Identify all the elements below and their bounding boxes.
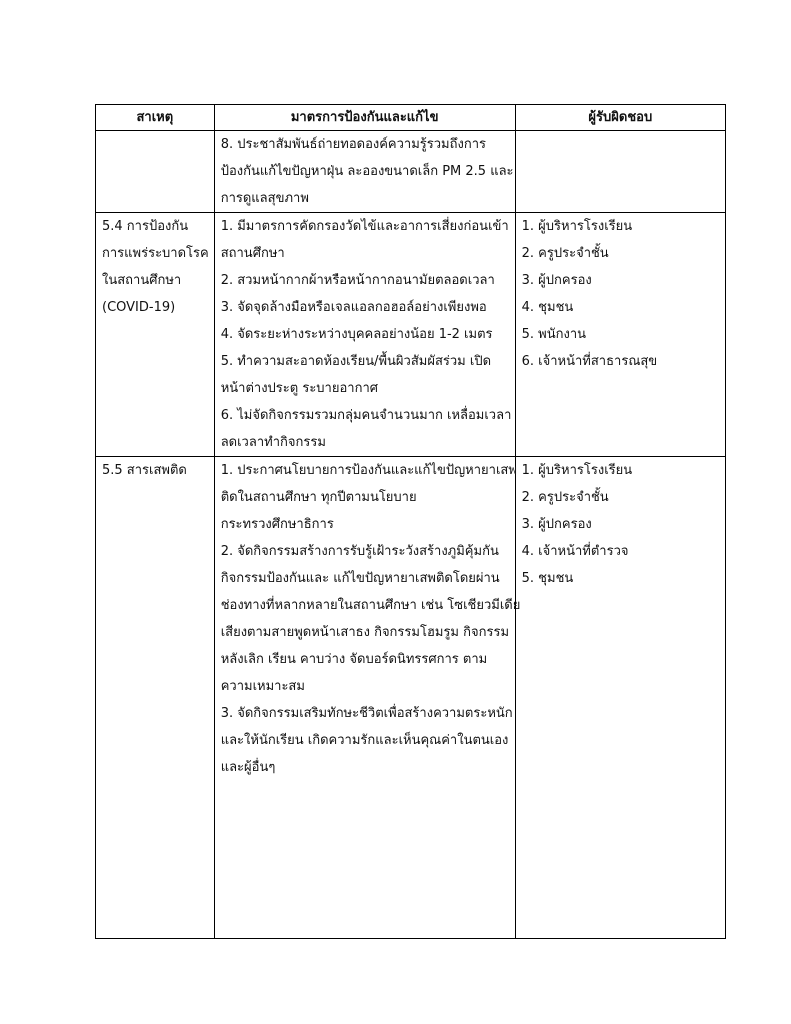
table-row — [96, 213, 726, 457]
measure-line: กิจกรรมป้องกันและ แก้ไขปัญหายาเสพติดโดยผ่าน — [220, 571, 500, 586]
measure-line: 1. มีมาตรการคัดกรองวัดไข้และอาการเสี่ยงก่อนเข้า — [220, 219, 509, 234]
cause-line: (COVID-19) — [102, 300, 176, 315]
measure-line: ช่องทางที่หลากหลายในสถานศึกษา เช่น โซเชียวมีเดีย — [220, 598, 521, 613]
measures-table — [95, 104, 726, 939]
measure-line: 1. ประกาศนโยบายการป้องกันและแก้ไขปัญหายาเสพ — [220, 463, 517, 478]
measures-cell — [214, 131, 515, 213]
measure-line: 3. จัดจุดล้างมือหรือเจลแอลกอฮอล์อย่างเพียงพอ — [220, 300, 487, 315]
measure-line: ติดในสถานศึกษา ทุกปีตามนโยบาย — [220, 490, 417, 505]
header-measures: มาตรการป้องกันและแก้ไข — [214, 105, 515, 131]
measure-line: 6. ไม่จัดกิจกรรมรวมกลุ่มคนจำนวนมาก เหลื่อมเวลา — [220, 408, 512, 423]
cause-line: ในสถานศึกษา — [102, 273, 182, 288]
responsible-line: 2. ครูประจำชั้น — [521, 246, 609, 261]
measure-line: ป้องกันแก้ไขปัญหาฝุ่น ละอองขนาดเล็ก PM 2.5 และ — [220, 164, 514, 179]
table-row — [96, 131, 726, 213]
table-header-row — [96, 105, 726, 131]
responsible-cell — [515, 213, 725, 457]
measure-line: 2. จัดกิจกรรมสร้างการรับรู้เฝ้าระวังสร้างภูมิคุ้มกัน — [220, 544, 499, 559]
responsible-line: 1. ผู้บริหารโรงเรียน — [521, 219, 633, 234]
measure-line: สถานศึกษา — [220, 246, 285, 261]
measure-line: 8. ประชาสัมพันธ์ถ่ายทอดองค์ความรู้รวมถึงการ — [220, 137, 487, 152]
responsible-cell — [515, 457, 725, 939]
measures-cell — [214, 213, 515, 457]
measure-line: ความเหมาะสม — [220, 679, 305, 694]
measure-line: หลังเลิก เรียน คาบว่าง จัดบอร์ดนิทรรศการ ตาม — [220, 652, 488, 667]
measure-line: กระทรวงศึกษาธิการ — [220, 517, 334, 532]
measure-line: การดูแลสุขภาพ — [220, 191, 309, 206]
measure-line: หน้าต่างประตู ระบายอากาศ — [220, 381, 379, 396]
cause-line: การแพร่ระบาดโรค — [102, 246, 209, 261]
measure-line: เสียงตามสายพูดหน้าเสาธง กิจกรรมโฮมรูม กิจกรรม — [220, 625, 510, 640]
cause-cell — [96, 457, 215, 939]
responsible-line: 6. เจ้าหน้าที่สาธารณสุข — [521, 354, 658, 369]
responsible-line: 5. พนักงาน — [521, 327, 587, 342]
cause-line: 5.4 การป้องกัน — [102, 219, 189, 234]
cause-line: 5.5 สารเสพติด — [102, 463, 187, 478]
responsible-cell — [515, 131, 725, 213]
cause-cell — [96, 213, 215, 457]
measure-line: 5. ทำความสะอาดห้องเรียน/พื้นผิวสัมผัสร่วม เปิด — [220, 354, 492, 369]
responsible-line: 5. ชุมชน — [521, 571, 574, 586]
responsible-line: 3. ผู้ปกครอง — [521, 273, 592, 288]
measure-line: และผู้อื่นๆ — [220, 760, 276, 775]
responsible-line: 3. ผู้ปกครอง — [521, 517, 592, 532]
responsible-line: 4. ชุมชน — [521, 300, 574, 315]
measure-line: 3. จัดกิจกรรมเสริมทักษะชีวิตเพื่อสร้างความตระหนัก — [220, 706, 513, 721]
table-row — [96, 457, 726, 939]
responsible-line: 2. ครูประจำชั้น — [521, 490, 609, 505]
measures-cell — [214, 457, 521, 939]
measure-line: 4. จัดระยะห่างระหว่างบุคคลอย่างน้อย 1-2 เมตร — [220, 327, 493, 342]
header-responsible: ผู้รับผิดชอบ — [515, 105, 725, 131]
responsible-line: 4. เจ้าหน้าที่ตำรวจ — [521, 544, 629, 559]
cause-cell — [96, 131, 215, 213]
responsible-line: 1. ผู้บริหารโรงเรียน — [521, 463, 633, 478]
header-cause: สาเหตุ — [96, 105, 215, 131]
measure-line: 2. สวมหน้ากากผ้าหรือหน้ากากอนามัยตลอดเวลา — [220, 273, 495, 288]
measure-line: ลดเวลาทำกิจกรรม — [220, 435, 326, 450]
measure-line: และให้นักเรียน เกิดความรักและเห็นคุณค่าในตนเอง — [220, 733, 509, 748]
